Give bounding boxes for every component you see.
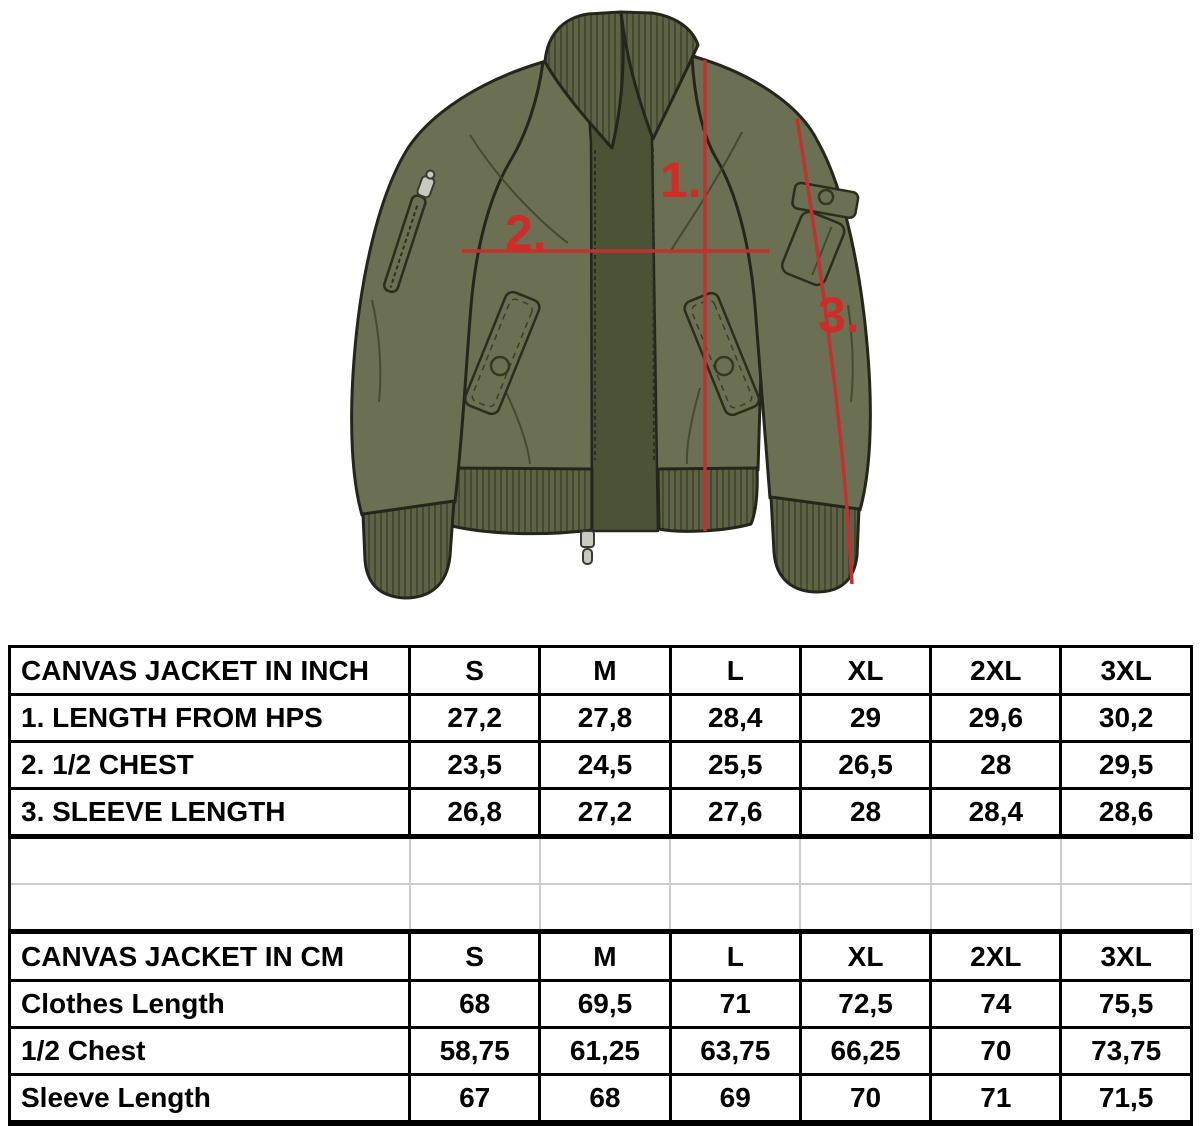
bottom-zipper-slider-icon [581,531,594,564]
value-cell: 58,75 [410,1028,540,1075]
value-cell: 26,8 [410,789,540,837]
table-title-cell: CANVAS JACKET IN CM [10,932,410,981]
empty-cell [670,884,800,929]
value-cell: 28 [931,742,1061,789]
hem-rib-left [447,468,592,534]
row-label-cell: 1. LENGTH FROM HPS [10,695,410,742]
empty-cell [1061,839,1191,884]
value-cell: 61,25 [540,1028,670,1075]
size-table-inch [8,645,1193,839]
empty-cell [1061,884,1191,929]
spacer-table [8,839,1192,929]
size-table-cm [8,929,1193,1126]
value-cell: 29,5 [1061,742,1191,789]
value-cell: 71,5 [1061,1075,1191,1124]
left-cuff-rib [363,501,454,598]
measure-label-1: 1. [660,152,702,208]
table-title-cell: CANVAS JACKET IN INCH [10,647,410,695]
value-cell: 29 [800,695,930,742]
value-cell: 27,8 [540,695,670,742]
empty-cell [800,884,930,929]
empty-cell [931,839,1061,884]
value-cell: 75,5 [1061,981,1191,1028]
value-cell: 28,6 [1061,789,1191,837]
size-header-cell: S [410,647,540,695]
value-cell: 27,6 [670,789,800,837]
size-header-cell: XL [800,647,930,695]
value-cell: 23,5 [410,742,540,789]
size-header-cell: L [670,647,800,695]
value-cell: 63,75 [670,1028,800,1075]
value-cell: 28 [800,789,930,837]
value-cell: 71 [931,1075,1061,1124]
header-row [10,932,1192,981]
row-label-cell: 3. SLEEVE LENGTH [10,789,410,837]
header-row [10,647,1192,695]
size-header-cell: 2XL [931,932,1061,981]
measure-label-3: 3. [818,287,860,343]
value-cell: 72,5 [800,981,930,1028]
empty-cell [10,884,410,929]
empty-cell [800,839,930,884]
measurement-row [10,789,1192,837]
value-cell: 69,5 [540,981,670,1028]
size-header-cell: 3XL [1061,932,1191,981]
value-cell: 71 [670,981,800,1028]
value-cell: 30,2 [1061,695,1191,742]
empty-row [10,839,1192,884]
measurement-row [10,742,1192,789]
row-label-cell: Sleeve Length [10,1075,410,1124]
value-cell: 70 [800,1075,930,1124]
size-header-cell: S [410,932,540,981]
empty-cell [410,839,540,884]
empty-cell [540,884,670,929]
value-cell: 28,4 [670,695,800,742]
value-cell: 69 [670,1075,800,1124]
size-header-cell: M [540,932,670,981]
size-header-cell: M [540,647,670,695]
value-cell: 29,6 [931,695,1061,742]
empty-cell [931,884,1061,929]
value-cell: 68 [540,1075,670,1124]
value-cell: 27,2 [540,789,670,837]
row-label-cell: Clothes Length [10,981,410,1028]
value-cell: 70 [931,1028,1061,1075]
empty-row [10,884,1192,929]
size-header-cell: L [670,932,800,981]
row-label-cell: 2. 1/2 CHEST [10,742,410,789]
measure-label-2: 2. [505,205,547,261]
size-header-cell: 3XL [1061,647,1191,695]
size-header-cell: 2XL [931,647,1061,695]
value-cell: 66,25 [800,1028,930,1075]
value-cell: 68 [410,981,540,1028]
value-cell: 67 [410,1075,540,1124]
empty-cell [670,839,800,884]
empty-cell [540,839,670,884]
value-cell: 24,5 [540,742,670,789]
hem-rib-right [658,468,757,531]
row-label-cell: 1/2 Chest [10,1028,410,1075]
size-guide-tables [0,645,1200,1126]
measurement-row [10,1028,1192,1075]
value-cell: 25,5 [670,742,800,789]
value-cell: 27,2 [410,695,540,742]
value-cell: 28,4 [931,789,1061,837]
measurement-row [10,1075,1192,1124]
empty-cell [410,884,540,929]
value-cell: 73,75 [1061,1028,1191,1075]
value-cell: 74 [931,981,1061,1028]
measurement-row [10,695,1192,742]
empty-cell [10,839,410,884]
size-header-cell: XL [800,932,930,981]
value-cell: 26,5 [800,742,930,789]
measurement-row [10,981,1192,1028]
